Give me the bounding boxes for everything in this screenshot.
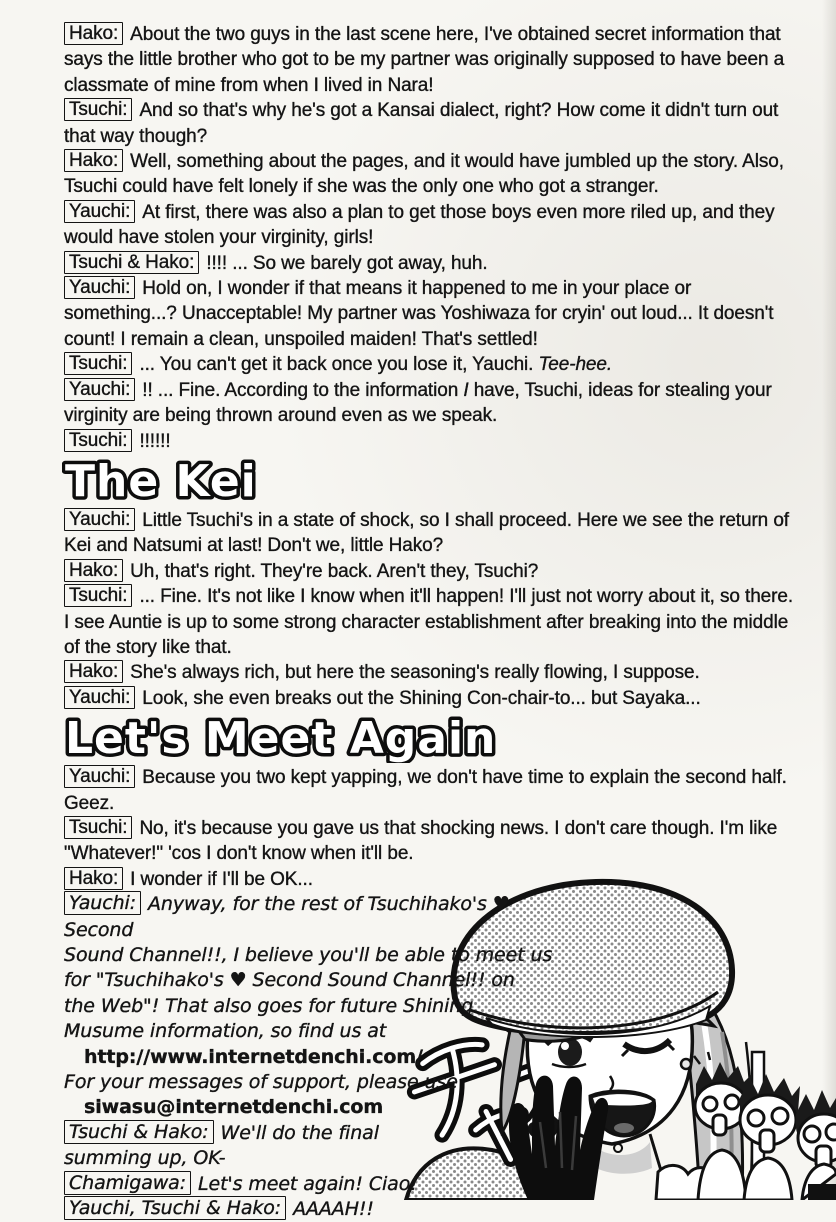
- speaker-label: Tsuchi:: [64, 584, 132, 607]
- dialogue-line: [64, 22, 796, 98]
- speaker-label: Yauchi:: [64, 200, 135, 223]
- dialogue-line: [64, 686, 796, 711]
- dialogue-text: the Web"! That also goes for future Shining: [64, 994, 474, 1017]
- dialogue-line: [64, 378, 796, 429]
- heading-text: Let's Meet Again: [65, 713, 497, 764]
- support-note: For your messages of support, please use: [64, 1071, 458, 1094]
- dialogue-text: Sound Channel!!, I believe you'll be able to meet us: [64, 944, 553, 966]
- dialogue-line: [64, 559, 796, 584]
- speaker-label: Tsuchi:: [64, 98, 132, 121]
- dialogue-line: [64, 1172, 796, 1197]
- dialogue-text: Well, something about the pages, and it would have jumbled up the story. Also, Tsuchi could have felt lonely if she was the only one who got a stranger.: [64, 151, 784, 198]
- speaker-label: Tsuchi & Hako:: [64, 251, 199, 274]
- dialogue-text: summing up, OK-: [64, 1147, 226, 1170]
- speaker-label: Yauchi:: [64, 276, 135, 299]
- dialogue-line: [64, 816, 796, 867]
- dialogue-text: About the two guys in the last scene here, I've obtained secret information that says the little brother who got to be my partner was originally supposed to have been a classmate of mine from when I lived in Nara!: [64, 24, 785, 96]
- speaker-label: Yauchi:: [64, 378, 135, 401]
- text-column: [64, 22, 796, 1222]
- dialogue-line: [64, 1197, 796, 1222]
- dialogue-text-italic: I: [463, 379, 469, 401]
- dialogue-text: I wonder if I'll be OK...: [130, 868, 313, 890]
- dialogue-line: [64, 429, 796, 454]
- chibi-3: [796, 1090, 836, 1200]
- heading-text: The Kei: [65, 455, 257, 506]
- dialogue-line: [64, 1121, 409, 1172]
- speaker-label: Chamigawa:: [64, 1171, 191, 1195]
- dialogue-line: [64, 98, 796, 149]
- dialogue-line: [64, 660, 796, 685]
- dialogue-text: Hold on, I wonder if that means it happened to me in your place or something...? Unacceptable! My partner was Yoshiwaza for cryin' out loud... It doesn't count! I remain a clean, unspoiled maiden! That's settled!: [64, 278, 774, 350]
- speaker-label: Hako:: [64, 559, 123, 582]
- dialogue-line: [64, 584, 796, 660]
- dialogue-line: [64, 149, 796, 200]
- dialogue-line: [64, 508, 796, 559]
- speaker-label: Hako:: [64, 22, 123, 45]
- dialogue-text: have, Tsuchi, ideas for stealing your virginity are being thrown around even as we speak.: [64, 379, 772, 427]
- speaker-label: Yauchi:: [64, 508, 135, 531]
- dialogue-text-italic: Ciao!: [368, 1172, 418, 1195]
- dialogue-text: !! ... Fine. According to the information: [142, 379, 464, 401]
- dialogue-text: No, it's because you gave us that shocking news. I don't care though. I'm like "Whatever!" 'cos I don't know when it'll be.: [64, 817, 778, 865]
- speaker-label: Hako:: [64, 867, 123, 890]
- dialogue-text: !!!! ... So we barely got away, huh.: [206, 252, 488, 274]
- dialogue-text: And so that's why he's got a Kansai dialect, right? How come it didn't turn out that way though?: [64, 100, 779, 147]
- speaker-label: Tsuchi:: [64, 816, 132, 839]
- dialogue-text: Anyway, for the rest of Tsuchihako's ♥ Second: [64, 893, 510, 941]
- dialogue-text: Let's meet again!: [198, 1172, 369, 1195]
- dialogue-text: ... Fine. It's not like I know when it'll happen! I'll just not worry about it, so there. I see Auntie is up to some strong character establishment after breaking into the middle of the story like that.: [64, 586, 794, 658]
- dialogue-text: Look, she even breaks out the Shining Con-chair-to... but Sayaka...: [142, 687, 701, 709]
- website-url: http://www.internetdenchi.com/: [84, 1045, 423, 1068]
- speaker-label: Yauchi:: [64, 765, 135, 788]
- dialogue-block-1: [64, 22, 796, 454]
- dialogue-line-announcement: [64, 892, 579, 1044]
- dialogue-block-2: [64, 508, 796, 711]
- section-heading-lets-meet-again: [62, 713, 792, 763]
- dialogue-text: AAAAH!!: [293, 1198, 374, 1221]
- dialogue-line: [64, 251, 796, 276]
- speaker-label: Tsuchi:: [64, 429, 132, 452]
- speaker-label: Yauchi:: [64, 686, 135, 709]
- dialogue-text: !!!!!!: [139, 430, 171, 452]
- speaker-label: Hako:: [64, 660, 123, 683]
- dialogue-text: She's always rich, but here the seasoning's really flowing, I suppose.: [130, 662, 700, 684]
- dialogue-text: Because you two kept yapping, we don't have time to explain the second half. Geez.: [64, 767, 787, 814]
- dialogue-line: [64, 200, 796, 251]
- dialogue-line: [64, 276, 796, 352]
- dialogue-text-italic: Tee-hee.: [538, 354, 613, 376]
- dialogue-text: Little Tsuchi's in a state of shock, so I shall proceed. Here we see the return of Kei and Natsumi at last! Don't we, little Hako?: [64, 509, 789, 557]
- dialogue-text: for "Tsuchihako's ♥ Second Sound Channel!! on: [64, 969, 515, 992]
- dialogue-text: Uh, that's right. They're back. Aren't they, Tsuchi?: [130, 560, 539, 582]
- dialogue-text: At first, there was also a plan to get those boys even more riled up, and they would have stolen your virginity, girls!: [64, 201, 775, 249]
- speaker-label: Tsuchi & Hako:: [64, 1120, 214, 1144]
- section-heading-the-kei: [62, 456, 792, 506]
- speaker-label: Tsuchi:: [64, 352, 132, 375]
- dialogue-text: We'll do the final: [220, 1121, 379, 1144]
- speaker-label: Yauchi:: [64, 891, 141, 915]
- dialogue-line: [64, 352, 796, 377]
- speaker-label: Hako:: [64, 149, 123, 172]
- dialogue-text: ... You can't get it back once you lose it, Yauchi.: [139, 354, 539, 376]
- dialogue-text: Musume information, so find us at: [64, 1020, 387, 1043]
- dialogue-block-3: [64, 765, 796, 1222]
- dialogue-line: [64, 867, 796, 892]
- email-address: siwasu@internetdenchi.com: [84, 1096, 384, 1119]
- speaker-label: Yauchi, Tsuchi & Hako:: [64, 1196, 286, 1220]
- dialogue-line: [64, 765, 796, 816]
